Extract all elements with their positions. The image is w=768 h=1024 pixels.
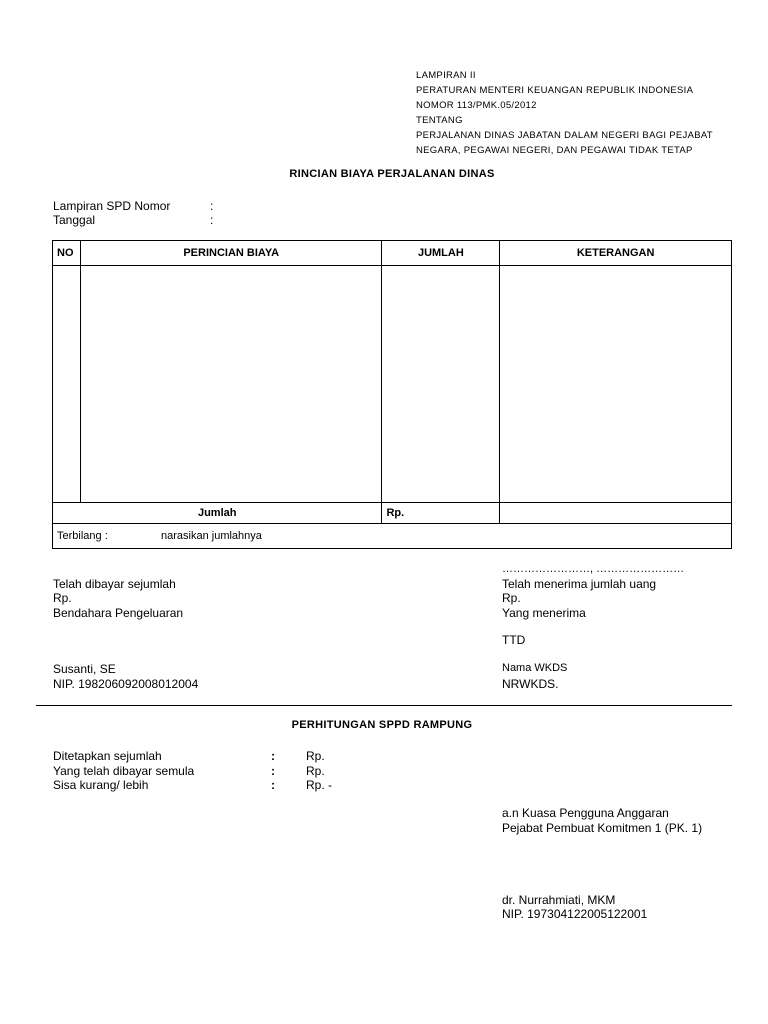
row-colon: : — [271, 764, 275, 778]
total-label: Jumlah — [53, 503, 382, 524]
total-currency: Rp. — [382, 503, 500, 524]
paid-rp: Rp. — [53, 591, 72, 605]
keterangan-cell[interactable] — [500, 266, 732, 503]
no-cell[interactable] — [53, 266, 81, 503]
row-label: Sisa kurang/ lebih — [53, 778, 149, 792]
received-rp: Rp. — [502, 591, 521, 605]
row-value: Rp. — [306, 764, 325, 778]
total-keterangan-cell — [500, 503, 732, 524]
treasurer-role: Bendahara Pengeluaran — [53, 606, 184, 620]
terbilang-label: Terbilang : — [57, 530, 108, 542]
header-line: PERATURAN MENTERI KEUANGAN REPUBLIK INDONESIA — [416, 85, 694, 96]
header-line: LAMPIRAN II — [416, 70, 476, 81]
header-line: NOMOR 113/PMK.05/2012 — [416, 100, 537, 111]
receiver-role: Yang menerima — [502, 606, 586, 620]
date-label: Tanggal — [53, 213, 96, 227]
spd-number-colon: : — [210, 199, 214, 213]
perincian-cell[interactable] — [80, 266, 381, 503]
official-nip: NIP. 197304122005122001 — [502, 907, 648, 921]
paid-amount-label: Telah dibayar sejumlah — [53, 577, 176, 591]
place-date: ……………………, …………………… — [502, 563, 685, 575]
row-label: Yang telah dibayar semula — [53, 764, 195, 778]
official-position: Pejabat Pembuat Komitmen 1 (PK. 1) — [502, 821, 703, 835]
date-colon: : — [210, 213, 214, 227]
terbilang-row — [53, 524, 732, 549]
treasurer-name: Susanti, SE — [53, 662, 116, 676]
signature-ttd: TTD — [502, 633, 526, 647]
jumlah-cell[interactable] — [382, 266, 500, 503]
official-name: dr. Nurrahmiati, MKM — [502, 893, 616, 907]
receiver-nrp: NRWKDS. — [502, 677, 559, 691]
received-amount-label: Telah menerima jumlah uang — [502, 577, 657, 591]
header-line: TENTANG — [416, 115, 463, 126]
header-no: NO — [53, 241, 81, 266]
header-line: NEGARA, PEGAWAI NEGERI, DAN PEGAWAI TIDAK TETAP — [416, 145, 693, 156]
header-keterangan: KETERANGAN — [500, 241, 732, 266]
row-label: Ditetapkan sejumlah — [53, 749, 162, 763]
cost-table — [52, 240, 732, 549]
row-value: Rp. — [306, 749, 325, 763]
header-jumlah: JUMLAH — [382, 241, 500, 266]
row-colon: : — [271, 749, 275, 763]
official-authority: a.n Kuasa Pengguna Anggaran — [502, 806, 669, 820]
receiver-name: Nama WKDS — [502, 662, 568, 674]
header-perincian-biaya: PERINCIAN BIAYA — [80, 241, 381, 266]
spd-number-label: Lampiran SPD Nomor — [53, 199, 171, 213]
terbilang-value: narasikan jumlahnya — [161, 530, 262, 542]
row-value: Rp. - — [306, 778, 333, 792]
header-line: PERJALANAN DINAS JABATAN DALAM NEGERI BAGI PEJABAT — [416, 130, 713, 141]
document-title: RINCIAN BIAYA PERJALANAN DINAS — [289, 168, 495, 180]
row-colon: : — [271, 778, 275, 792]
section2-title: PERHITUNGAN SPPD RAMPUNG — [291, 719, 473, 731]
regulation-header — [416, 68, 713, 158]
treasurer-nip: NIP. 198206092008012004 — [53, 677, 199, 691]
section-divider — [36, 705, 732, 706]
